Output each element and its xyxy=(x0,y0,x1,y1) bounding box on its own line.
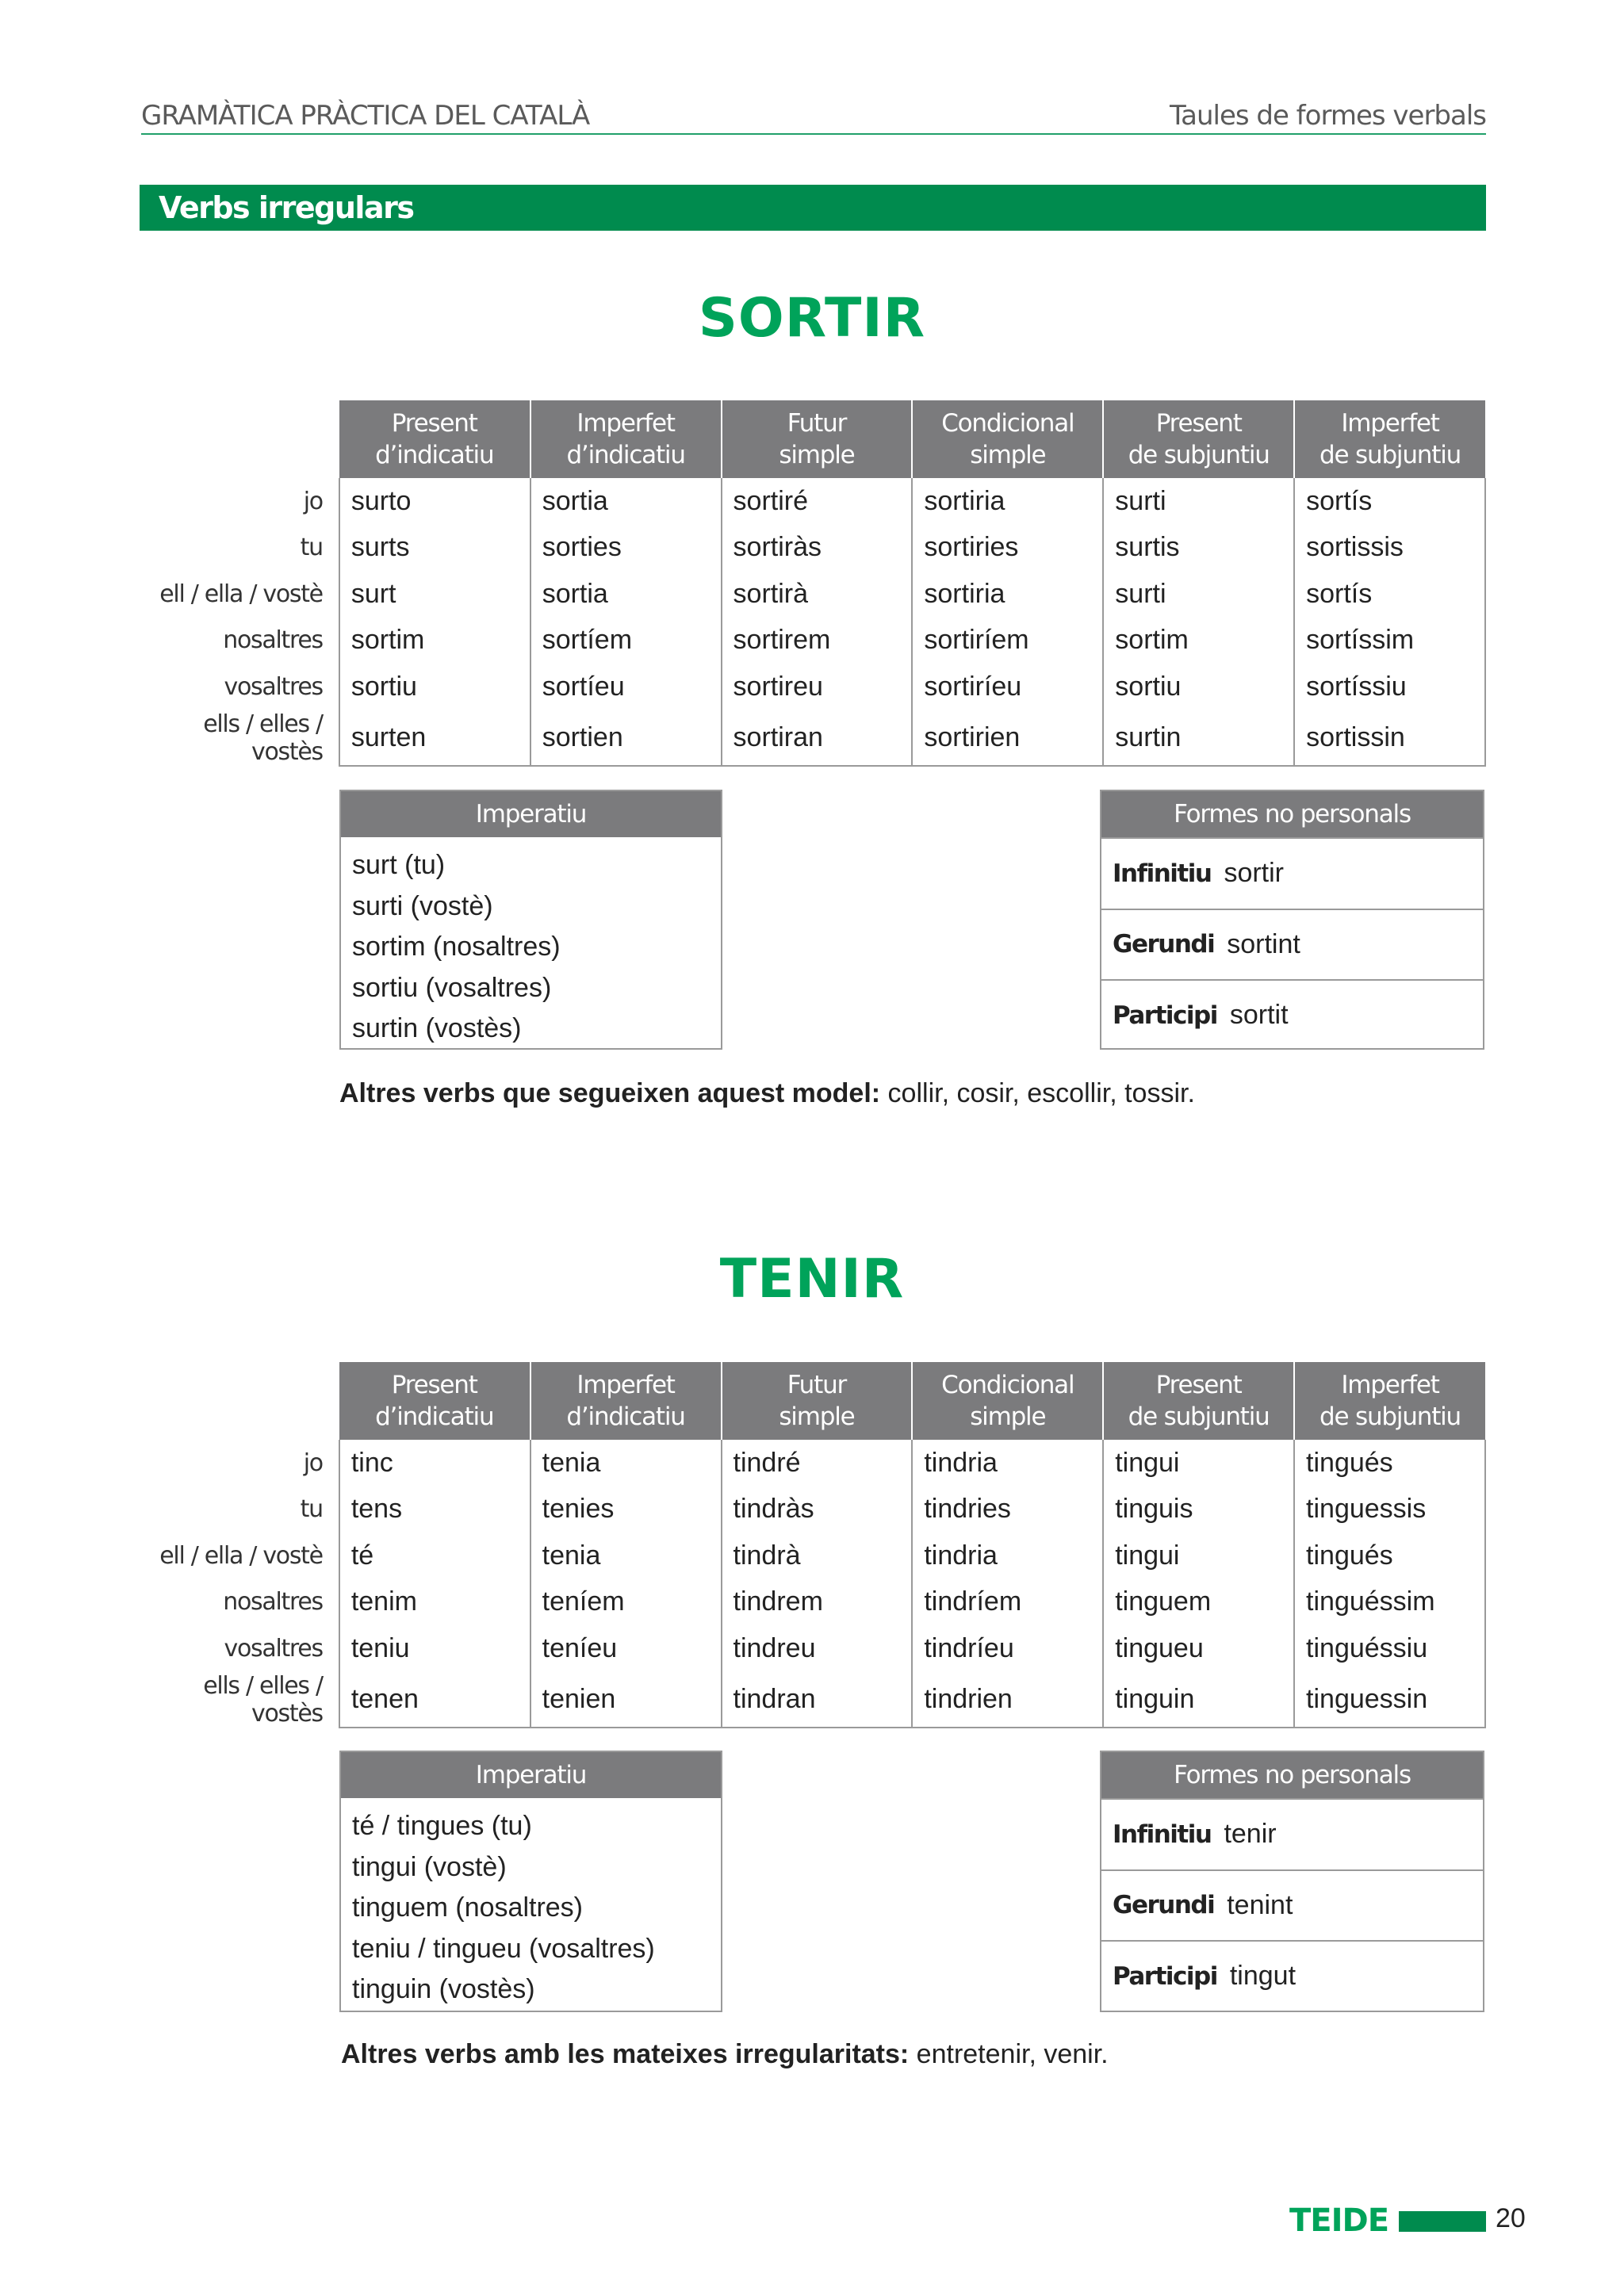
verb-form: sortirem xyxy=(722,618,913,664)
verb-form: tindreu xyxy=(722,1625,913,1672)
person-label: ells / elles / vostès xyxy=(203,1671,323,1728)
verb-form: tingui xyxy=(1103,1533,1294,1579)
person-label: ells / elles / vostès xyxy=(203,710,323,766)
verb-title-sortir: SORTIR xyxy=(698,287,926,350)
person-label: tu xyxy=(300,534,323,562)
verb-form: tenies xyxy=(530,1487,722,1533)
verb-form: tinguéssiu xyxy=(1294,1625,1485,1672)
verb-form: sortiríem xyxy=(912,618,1103,664)
footer-accent-bar xyxy=(1399,2211,1486,2232)
participle-row xyxy=(1101,979,1483,1050)
verb-form: tindrà xyxy=(722,1533,913,1579)
non-personal-header: Formes no personals xyxy=(1101,791,1483,837)
participle-label: Participi xyxy=(1113,1961,1217,1991)
note-text: entretenir, venir. xyxy=(909,2039,1109,2069)
imperative-form: teniu / tingueu (vosaltres) xyxy=(352,1933,655,1964)
verb-form: tenen xyxy=(339,1672,530,1728)
verb-form: tinguessin xyxy=(1294,1672,1485,1728)
verb-form: tindràs xyxy=(722,1487,913,1533)
verb-form: tindries xyxy=(912,1487,1103,1533)
verb-form: tingueu xyxy=(1103,1625,1294,1672)
verb-form: surti xyxy=(1103,478,1294,525)
infinitive-row xyxy=(1101,1798,1483,1869)
verb-form: sortíssim xyxy=(1294,618,1485,664)
gerund-value: tenint xyxy=(1227,1889,1293,1920)
conjugation-table-sortir xyxy=(135,400,1486,767)
verb-form: tindran xyxy=(722,1672,913,1728)
verb-form: surt xyxy=(339,571,530,618)
verb-form: sortim xyxy=(339,618,530,664)
imperative-box-tenir xyxy=(339,1751,722,2012)
gerund-row xyxy=(1101,1869,1483,1941)
verb-form: sortíem xyxy=(530,618,722,664)
gerund-label: Gerundi xyxy=(1113,1891,1215,1920)
note-sortir xyxy=(339,1078,1195,1109)
verb-form: sortien xyxy=(530,710,722,766)
verb-form: sortiran xyxy=(722,710,913,766)
tense-header: Condicional simple xyxy=(912,1362,1103,1440)
table-row xyxy=(135,571,1485,618)
non-personal-box-tenir xyxy=(1100,1751,1484,2012)
gerund-row xyxy=(1101,909,1483,980)
chapter-title: Taules de formes verbals xyxy=(1169,100,1486,132)
table-row xyxy=(135,1440,1485,1487)
verb-form: surtin xyxy=(1103,710,1294,766)
person-label: ell / ella / vostè xyxy=(159,1541,323,1570)
verb-form: tinguessis xyxy=(1294,1487,1485,1533)
note-label: Altres verbs que segueixen aquest model: xyxy=(339,1078,881,1108)
verb-form: tinguis xyxy=(1103,1487,1294,1533)
table-row xyxy=(135,1625,1485,1672)
verb-form: sortiu xyxy=(1103,664,1294,710)
verb-form: sortia xyxy=(530,571,722,618)
verb-form: sortireu xyxy=(722,664,913,710)
table-row xyxy=(135,478,1485,525)
tense-header: Imperfet de subjuntiu xyxy=(1294,1362,1485,1440)
imperative-form: té / tingues (tu) xyxy=(352,1811,532,1841)
verb-form: sortiria xyxy=(912,478,1103,525)
verb-form: sorties xyxy=(530,525,722,572)
note-label: Altres verbs amb les mateixes irregularitats: xyxy=(341,2039,910,2069)
imperative-form: surti (vostè) xyxy=(352,890,493,921)
verb-form: tenien xyxy=(530,1672,722,1728)
verb-form: tindria xyxy=(912,1440,1103,1487)
table-row xyxy=(135,1579,1485,1626)
person-label: jo xyxy=(303,1448,323,1477)
tense-header: Futur simple xyxy=(722,400,913,478)
verb-form: teniu xyxy=(339,1625,530,1672)
running-header xyxy=(141,94,1486,135)
verb-form: tenia xyxy=(530,1533,722,1579)
person-label: vosaltres xyxy=(224,672,323,701)
verb-form: sortissis xyxy=(1294,525,1485,572)
verb-form: sortiu xyxy=(339,664,530,710)
imperative-header: Imperatiu xyxy=(341,791,721,837)
verb-form: teníeu xyxy=(530,1625,722,1672)
note-text: collir, cosir, escollir, tossir. xyxy=(880,1078,1195,1108)
infinitive-row xyxy=(1101,837,1483,909)
participle-label: Participi xyxy=(1113,1001,1217,1030)
verb-form: tindrem xyxy=(722,1579,913,1626)
person-label: jo xyxy=(303,487,323,515)
verb-form: tindré xyxy=(722,1440,913,1487)
tense-header: Present de subjuntiu xyxy=(1103,1362,1294,1440)
imperative-form: surtin (vostès) xyxy=(352,1013,522,1043)
imperative-form: tinguem (nosaltres) xyxy=(352,1892,584,1923)
verb-form: tindríeu xyxy=(912,1625,1103,1672)
verb-form: surten xyxy=(339,710,530,766)
tense-header: Condicional simple xyxy=(912,400,1103,478)
imperative-header: Imperatiu xyxy=(341,1752,721,1798)
verb-form: sortiré xyxy=(722,478,913,525)
verb-form: tindríem xyxy=(912,1579,1103,1626)
non-personal-header: Formes no personals xyxy=(1101,1752,1483,1798)
verb-form: tingui xyxy=(1103,1440,1294,1487)
tense-header: Present d’indicatiu xyxy=(339,400,530,478)
person-label: tu xyxy=(300,1495,323,1524)
infinitive-label: Infinitiu xyxy=(1113,859,1212,888)
imperative-box-sortir xyxy=(339,790,722,1050)
verb-form: sortiries xyxy=(912,525,1103,572)
tense-header: Imperfet de subjuntiu xyxy=(1294,400,1485,478)
verb-form: tinguem xyxy=(1103,1579,1294,1626)
verb-form: sortiria xyxy=(912,571,1103,618)
imperative-form: tinguin (vostès) xyxy=(352,1974,535,2004)
verb-form: sortirien xyxy=(912,710,1103,766)
person-label: ell / ella / vostè xyxy=(159,580,323,608)
table-row xyxy=(135,525,1485,572)
verb-form: tindrien xyxy=(912,1672,1103,1728)
verb-form: sortís xyxy=(1294,571,1485,618)
verb-form: sortíssiu xyxy=(1294,664,1485,710)
verb-form: tinguin xyxy=(1103,1672,1294,1728)
verb-form: sortissin xyxy=(1294,710,1485,766)
publisher-logo: TEIDE xyxy=(1289,2202,1389,2239)
participle-row xyxy=(1101,1940,1483,2011)
verb-form: teníem xyxy=(530,1579,722,1626)
tense-header: Futur simple xyxy=(722,1362,913,1440)
participle-value: tingut xyxy=(1229,1961,1297,1992)
table-row xyxy=(135,618,1485,664)
book-title: GRAMÀTICA PRÀCTICA DEL CATALÀ xyxy=(141,100,590,132)
tense-header: Present de subjuntiu xyxy=(1103,400,1294,478)
table-row xyxy=(135,710,1485,766)
verb-form: sortirà xyxy=(722,571,913,618)
verb-form: sortiràs xyxy=(722,525,913,572)
verb-form: tinguéssim xyxy=(1294,1579,1485,1626)
gerund-value: sortint xyxy=(1227,928,1300,959)
imperative-form: sortim (nosaltres) xyxy=(352,932,561,962)
imperative-form: sortiu (vosaltres) xyxy=(352,972,552,1003)
verb-form: sortia xyxy=(530,478,722,525)
verb-form: tinc xyxy=(339,1440,530,1487)
verb-form: té xyxy=(339,1533,530,1579)
note-tenir xyxy=(341,2039,1109,2070)
verb-form: sortís xyxy=(1294,478,1485,525)
person-label: nosaltres xyxy=(223,1588,323,1617)
verb-form: tens xyxy=(339,1487,530,1533)
person-label: vosaltres xyxy=(224,1634,323,1663)
gerund-label: Gerundi xyxy=(1113,930,1215,959)
section-title: Verbs irregulars xyxy=(140,185,1486,231)
table-row xyxy=(135,1533,1485,1579)
verb-form: surts xyxy=(339,525,530,572)
verb-form: surtis xyxy=(1103,525,1294,572)
tense-header: Imperfet d’indicatiu xyxy=(530,1362,722,1440)
verb-form: surto xyxy=(339,478,530,525)
imperative-form: tingui (vostè) xyxy=(352,1851,507,1882)
table-row xyxy=(135,1672,1485,1728)
verb-form: sortim xyxy=(1103,618,1294,664)
tense-header: Present d’indicatiu xyxy=(339,1362,530,1440)
verb-form: tenia xyxy=(530,1440,722,1487)
infinitive-value: sortir xyxy=(1224,858,1284,889)
verb-form: sortiríeu xyxy=(912,664,1103,710)
participle-value: sortit xyxy=(1229,1000,1289,1031)
verb-form: tenim xyxy=(339,1579,530,1626)
conjugation-table-tenir xyxy=(135,1362,1486,1728)
verb-form: sortíeu xyxy=(530,664,722,710)
page-number: 20 xyxy=(1496,2203,1526,2233)
person-label: nosaltres xyxy=(223,626,323,655)
infinitive-label: Infinitiu xyxy=(1113,1820,1212,1849)
table-row xyxy=(135,664,1485,710)
verb-form: tingués xyxy=(1294,1440,1485,1487)
table-row xyxy=(135,1487,1485,1533)
verb-form: surti xyxy=(1103,571,1294,618)
verb-form: tingués xyxy=(1294,1533,1485,1579)
infinitive-value: tenir xyxy=(1224,1819,1277,1850)
imperative-form: surt (tu) xyxy=(352,850,446,880)
non-personal-box-sortir xyxy=(1100,790,1484,1050)
verb-title-tenir: TENIR xyxy=(719,1248,905,1311)
tense-header: Imperfet d’indicatiu xyxy=(530,400,722,478)
verb-form: tindria xyxy=(912,1533,1103,1579)
